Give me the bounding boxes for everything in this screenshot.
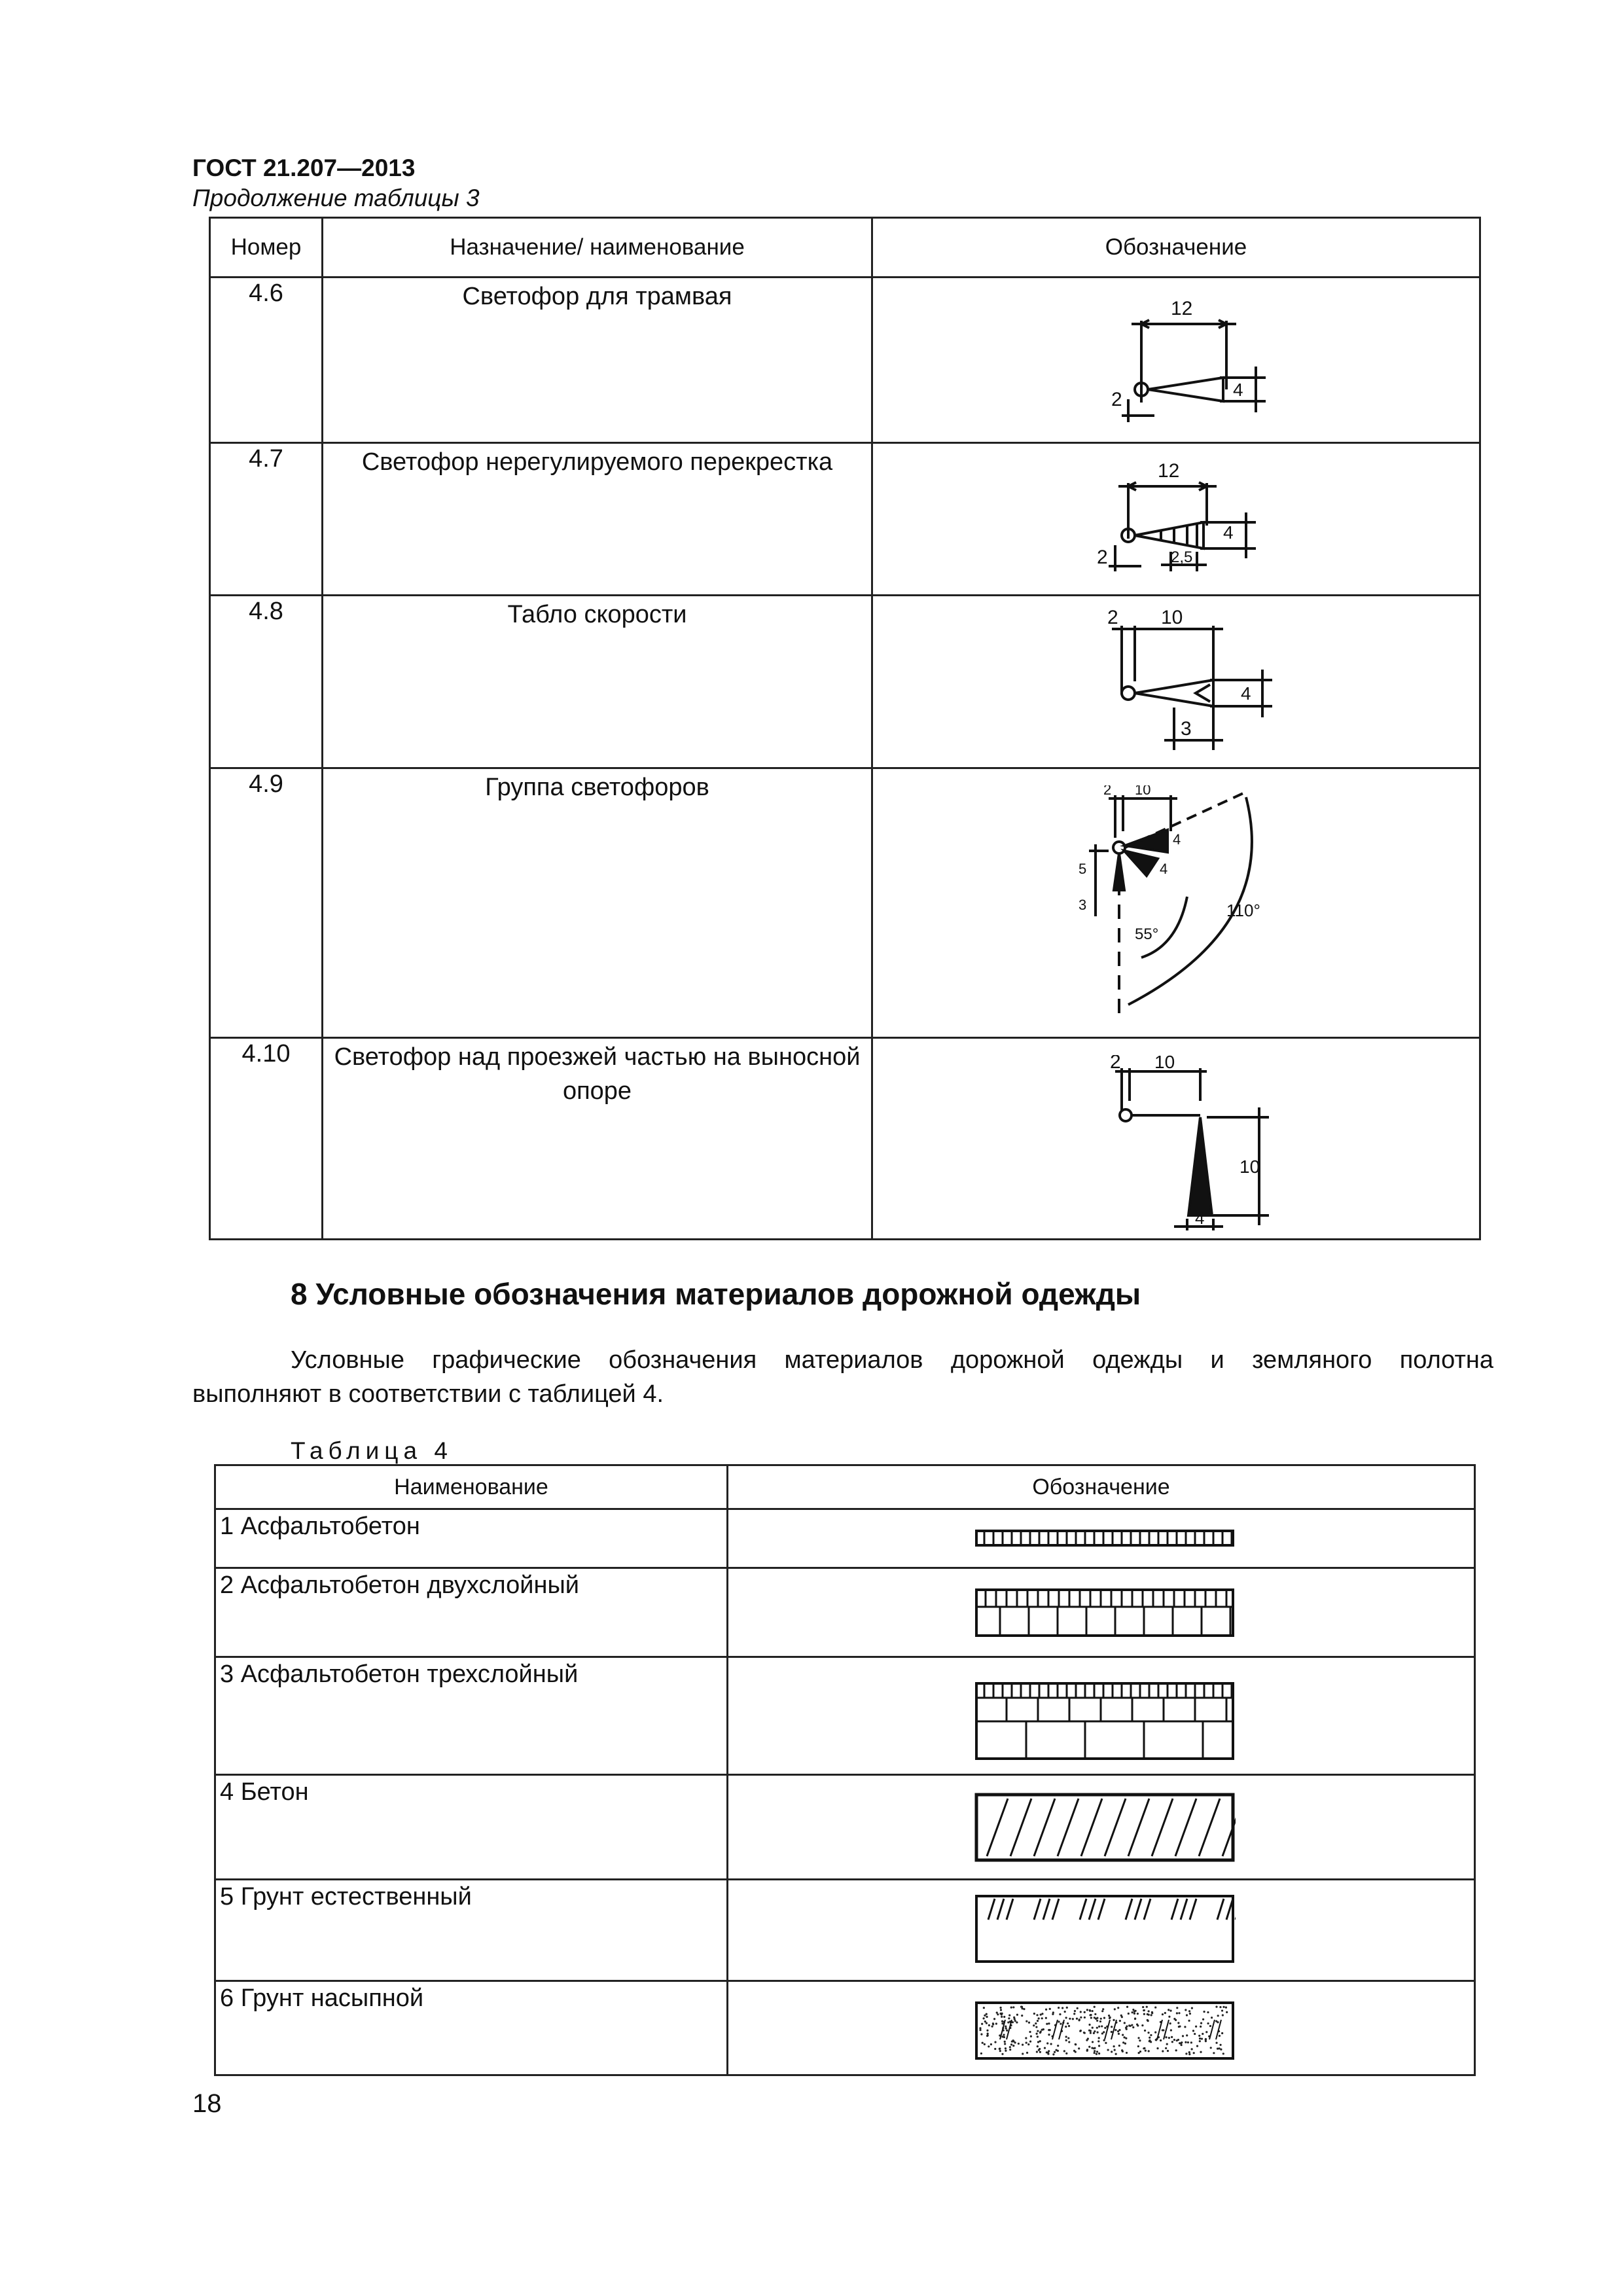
column-header-name: Наименование: [215, 1465, 728, 1509]
row-name: Табло скорости: [323, 596, 872, 768]
dim-label: 10: [1154, 1055, 1175, 1072]
dim-label: 4: [1233, 380, 1243, 400]
row-name: Светофор нерегулируемого перекрестка: [323, 443, 872, 596]
dim-label: 2: [1110, 1055, 1121, 1073]
row-name: Светофор для трамвая: [323, 278, 872, 443]
table-4: [214, 1464, 1476, 2076]
dim-label: 12: [1158, 460, 1180, 482]
table-row: [215, 1657, 1475, 1775]
paragraph-line: Условные графические обозначения материалов дорожной одежды и земляного полотна: [291, 1346, 1493, 1374]
dim-label: 2,5: [1171, 548, 1193, 566]
paragraph-line: выполняют в соответствии с таблицей 4.: [192, 1380, 664, 1408]
table-row: [215, 1981, 1475, 2075]
table-row: [215, 1568, 1475, 1657]
table-row: [210, 1038, 1480, 1240]
dim-label: 55°: [1135, 925, 1159, 943]
row-name: 5 Грунт естественный: [215, 1880, 728, 1981]
asphalt-two-layer-hatch: [728, 1568, 1475, 1657]
speed-board-symbol: [872, 596, 1480, 768]
table-row: [215, 1509, 1475, 1568]
dim-label: 12: [1171, 298, 1193, 319]
column-header-symbol: Обозначение: [872, 218, 1480, 278]
row-name: 6 Грунт насыпной: [215, 1981, 728, 2075]
page-number: 18: [192, 2089, 222, 2118]
row-name: 3 Асфальтобетон трехслойный: [215, 1657, 728, 1775]
unregulated-intersection-light-symbol: [872, 443, 1480, 596]
standard-number: ГОСТ 21.207—2013: [192, 154, 416, 181]
row-name: Светофор над проезжей частью на выносной опоре: [323, 1038, 872, 1240]
section-paragraph: [192, 1343, 1493, 1411]
row-name: 2 Асфальтобетон двухслойный: [215, 1568, 728, 1657]
table-header-row: [210, 218, 1480, 278]
table-row: [210, 443, 1480, 596]
table-row: [210, 768, 1480, 1038]
dim-label: 4: [1195, 1208, 1205, 1228]
section-heading: 8 Условные обозначения материалов дорожной одежды: [291, 1277, 1141, 1311]
dim-label: 4: [1160, 861, 1168, 877]
row-number: 4.10: [210, 1038, 323, 1240]
row-number: 4.7: [210, 443, 323, 596]
table-row: [210, 278, 1480, 443]
table-row: [215, 1775, 1475, 1880]
traffic-light-group-symbol: [872, 768, 1480, 1038]
table-3-continuation: [209, 217, 1481, 1240]
tram-traffic-light-symbol: [872, 278, 1480, 443]
asphalt-three-layer-hatch: [728, 1657, 1475, 1775]
table-row: [215, 1880, 1475, 1981]
fill-soil-hatch: [728, 1981, 1475, 2075]
dim-label: 110°: [1226, 901, 1260, 920]
column-header-symbol: Обозначение: [728, 1465, 1475, 1509]
row-number: 4.9: [210, 768, 323, 1038]
dim-label: 10: [1135, 785, 1151, 798]
dim-label: 5: [1079, 861, 1087, 877]
table-row: [210, 596, 1480, 768]
dim-label: 3: [1079, 897, 1087, 913]
table-4-caption: Таблица 4: [291, 1437, 453, 1464]
dim-label: 4: [1173, 831, 1181, 848]
row-number: 4.6: [210, 278, 323, 443]
table-continuation-caption: Продолжение таблицы 3: [192, 185, 480, 211]
dim-label: 3: [1181, 718, 1192, 740]
column-header-number: Номер: [210, 218, 323, 278]
dim-label: 2: [1097, 547, 1108, 568]
column-header-purpose: Назначение/ наименование: [323, 218, 872, 278]
row-name: Группа светофоров: [323, 768, 872, 1038]
table-header-row: [215, 1465, 1475, 1509]
dim-label: 10: [1161, 609, 1183, 628]
dim-label: 2: [1107, 609, 1118, 628]
row-name: 1 Асфальтобетон: [215, 1509, 728, 1568]
concrete-hatch: [728, 1775, 1475, 1880]
overhead-cantilever-light-symbol: [872, 1038, 1480, 1240]
dim-label: 4: [1223, 522, 1234, 543]
dim-label: 10: [1240, 1157, 1260, 1177]
row-name: 4 Бетон: [215, 1775, 728, 1880]
natural-soil-hatch: [728, 1880, 1475, 1981]
row-number: 4.8: [210, 596, 323, 768]
dim-label: 2: [1111, 389, 1122, 410]
dim-label: 2: [1103, 785, 1112, 798]
dim-label: 4: [1241, 683, 1251, 704]
asphalt-concrete-hatch: [728, 1509, 1475, 1568]
